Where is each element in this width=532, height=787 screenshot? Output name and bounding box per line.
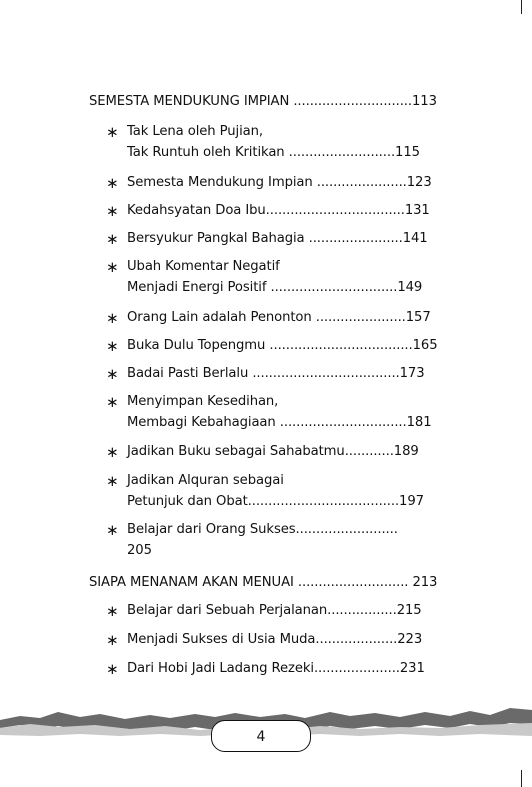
toc-entry-line: Membagi Kebahagiaan ...............................181 [127,415,432,430]
bullet-icon: ∗ [106,258,119,276]
bullet-icon: ∗ [106,521,119,539]
toc-entry-line: Menjadi Sukses di Usia Muda....................223 [127,632,423,647]
toc-entry-line: Dari Hobi Jadi Ladang Rezeki.....................231 [127,661,425,676]
toc-entry-line: Tak Runtuh oleh Kritikan ..........................115 [127,145,420,160]
crop-mark-bottom-right [521,770,522,787]
toc-entry-line: Jadikan Alquran sebagai [127,473,284,488]
toc-entry-line: Semesta Mendukung Impian ......................123 [127,175,432,190]
bullet-icon: ∗ [106,472,119,490]
toc-entry-line: Ubah Komentar Negatif [127,259,280,274]
page-number: 4 [211,720,311,752]
bullet-icon: ∗ [106,337,119,355]
toc-section-title: SEMESTA MENDUKUNG IMPIAN .............................113 [89,94,437,109]
bullet-icon: ∗ [106,202,119,220]
toc-entry-line: Badai Pasti Berlalu ....................................173 [127,366,425,381]
toc-entry-line: Petunjuk dan Obat.....................................197 [127,494,424,509]
toc-entry-line: Menjadi Energi Positif ...............................149 [127,280,423,295]
crop-mark-top-right [521,0,522,14]
toc-entry-line: Bersyukur Pangkal Bahagia .......................141 [127,231,428,246]
toc-entry-line: 205 [127,543,152,558]
toc-entry-line: Belajar dari Sebuah Perjalanan.................215 [127,603,422,618]
toc-entry-line: Orang Lain adalah Penonton ......................157 [127,310,431,325]
toc-entry-line: Belajar dari Orang Sukses......................... [127,522,398,537]
toc-entry-line: Jadikan Buku sebagai Sahabatmu............189 [127,444,419,459]
toc-entry-line: Kedahsyatan Doa Ibu..................................131 [127,203,430,218]
bullet-icon: ∗ [106,631,119,649]
bullet-icon: ∗ [106,602,119,620]
bullet-icon: ∗ [106,660,119,678]
toc-section-title: SIAPA MENANAM AKAN MENUAI ........................... 213 [89,575,438,590]
bullet-icon: ∗ [106,393,119,411]
bullet-icon: ∗ [106,365,119,383]
bullet-icon: ∗ [106,123,119,141]
bullet-icon: ∗ [106,309,119,327]
bullet-icon: ∗ [106,443,119,461]
toc-entry-line: Menyimpan Kesedihan, [127,394,279,409]
bullet-icon: ∗ [106,230,119,248]
toc-entry-line: Buka Dulu Topengmu ...................................165 [127,338,438,353]
bullet-icon: ∗ [106,174,119,192]
toc-entry-line: Tak Lena oleh Pujian, [127,124,263,139]
